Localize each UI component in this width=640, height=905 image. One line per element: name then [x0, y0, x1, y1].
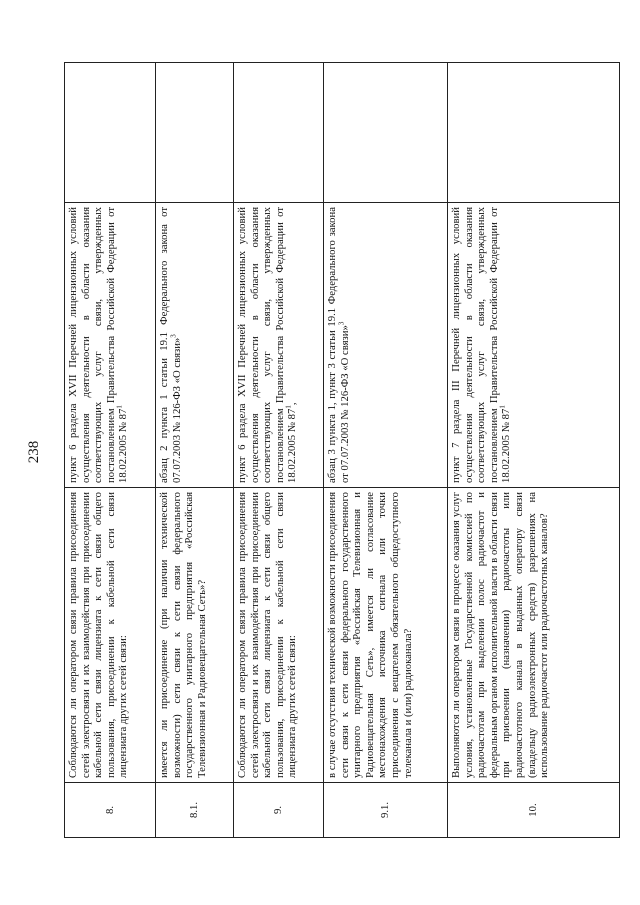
row-number: 8.1.: [156, 783, 234, 838]
reference-text: абзац 2 пункта 1 статьи 19.1 Федерального закона от 07.07.2003 № 126-ФЗ «О связи»: [158, 207, 183, 483]
empty-cell: [234, 63, 324, 203]
table-row: [156, 63, 234, 838]
footnote-mark: 3: [169, 334, 178, 338]
empty-cell: [448, 63, 620, 203]
reference-text: пункт 6 раздела XVII Перечней лицензионных условий осуществления деятельности в области оказания соответствующих услуг связи, утвержденных постановлением Правительства Российской Федерации от 18.02.2005 № 87: [67, 207, 130, 483]
checklist-table: [64, 62, 620, 838]
table-row: [448, 63, 620, 838]
reference-cell: [65, 203, 156, 488]
table-row: [324, 63, 448, 838]
reference-text: пункт 7 раздела III Перечней лицензионных условий осуществления деятельности в области оказания соответствующих услуг связи, утвержденных постановлением Правительства Российской Федерации от 18.02.2005 № 87: [450, 207, 513, 483]
reference-tail: ,: [286, 402, 299, 406]
footnote-mark: 1: [115, 405, 124, 409]
question-cell: имеется ли присоединение (при наличии технической возможности) сети связи к сети связи федерального государственного унитарного предприятия «Российская Телевизионная и Радиовещательная Сеть»?: [156, 488, 234, 783]
footnote-mark: 1: [284, 405, 293, 409]
table-row: [234, 63, 324, 838]
question-cell: в случае отсутствия технической возможности присоединения сети связи к сети связи федерального государственного унитарного предприятия «Российская Телевизионная и Радиовещательная Сеть», имеется ли согласование местонахождения источника сигнала или точки присоединения с вещателем обязательного общедоступного телеканала и (или) радиоканала?: [324, 488, 448, 783]
reference-cell: [448, 203, 620, 488]
row-number: 8.: [65, 783, 156, 838]
empty-cell: [65, 63, 156, 203]
row-number: 10.: [448, 783, 620, 838]
question-cell: Соблюдаются ли оператором связи правила присоединения сетей электросвязи и их взаимодействия при присоединении кабельной сети связи лицензиата к сети связи общего пользования, присоединении к кабельной сети связи лицензиата других сетей связи:: [65, 488, 156, 783]
footnote-mark: 1: [498, 405, 507, 409]
question-cell: Выполняются ли оператором связи в процессе оказания услуг условия, установленные Государственной комиссией по радиочастотам при выделении полос радиочастот и федеральным органом исполнительной власти в области связи при присвоении (назначении) радиочастоты или радиочастотного канала в выданных оператору связи (владельцу радиоэлектронных средств) разрешениях на использование радиочастот или радиочастотных каналов?: [448, 488, 620, 783]
reference-text: абзац 3 пункта 1, пункт 3 статьи 19.1 Федерального закона от 07.07.2003 № 126-ФЗ «О связи»: [326, 207, 351, 483]
reference-text: пункт 6 раздела XVII Перечней лицензионных условий осуществления деятельности в области оказания соответствующих услуг связи, утвержденных постановлением Правительства Российской Федерации от 18.02.2005 № 87: [236, 207, 299, 483]
reference-cell: [156, 203, 234, 488]
question-cell: Соблюдаются ли оператором связи правила присоединения сетей электросвязи и их взаимодействия при присоединении кабельной сети связи лицензиата к сети связи общего пользования, присоединении к кабельной сети связи лицензиата других сетей связи:: [234, 488, 324, 783]
row-number: 9.: [234, 783, 324, 838]
table-row: [65, 63, 156, 838]
reference-cell: [234, 203, 324, 488]
footnote-mark: 3: [337, 321, 346, 326]
rotated-table-wrapper: [64, 63, 611, 838]
row-number: 9.1.: [324, 783, 448, 838]
reference-cell: [324, 203, 448, 488]
page-number: 238: [26, 440, 42, 464]
empty-cell: [156, 63, 234, 203]
empty-cell: [324, 63, 448, 203]
